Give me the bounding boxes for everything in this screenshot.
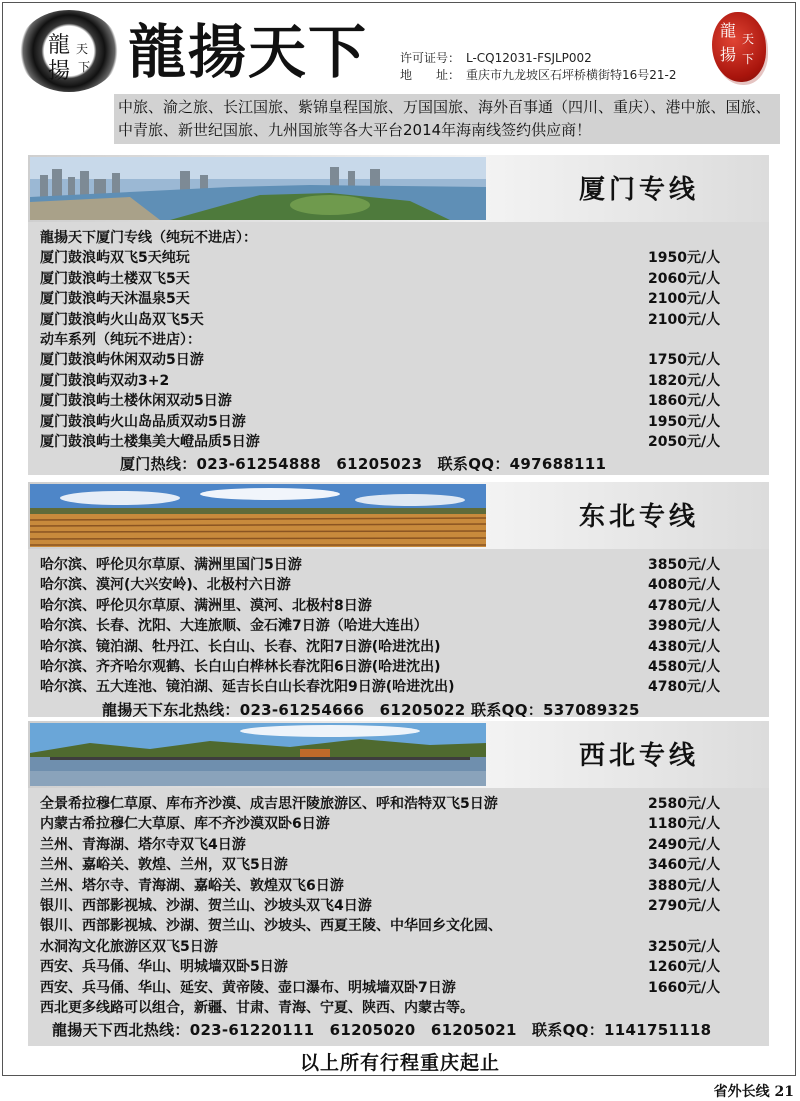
- xiamen-city-photo: [30, 157, 486, 220]
- section-northwest: [28, 721, 769, 1046]
- route-row: [40, 555, 769, 575]
- route-name: 哈尔滨、呼伦贝尔草原、满洲里、漠河、北极村8日游: [40, 597, 372, 614]
- address-label: 地 址：: [400, 68, 461, 82]
- route-row: [40, 978, 769, 998]
- route-name: 内蒙古希拉穆仁大草原、库不齐沙漠双卧6日游: [40, 816, 330, 833]
- route-name: 厦门鼓浪屿火山岛品质双动5日游: [40, 413, 246, 430]
- route-row: [40, 228, 769, 248]
- route-price: 4780元/人: [648, 597, 721, 614]
- license-number: L-CQ12031-FSJLP002: [466, 51, 592, 65]
- section-title: 东北专线: [578, 502, 699, 532]
- route-price: 1820元/人: [648, 372, 721, 389]
- route-price: 1950元/人: [648, 413, 721, 430]
- route-price: 4380元/人: [648, 638, 721, 655]
- route-price: 4780元/人: [648, 679, 721, 696]
- route-name: 西北更多线路可以组合，新疆、甘肃、青海、宁夏、陕西、内蒙古等。: [40, 999, 474, 1016]
- route-price: 1750元/人: [648, 352, 721, 369]
- logo-char: 下: [78, 60, 91, 74]
- hotline: 龍揚天下西北热线：023-61220111 61205020 61205021 联系QQ：1141751118: [52, 1021, 712, 1040]
- seal-char: 揚: [720, 45, 737, 64]
- route-row: [40, 432, 769, 452]
- route-price: 3250元/人: [648, 938, 721, 955]
- route-row: [40, 371, 769, 391]
- route-name: 哈尔滨、漠河(大兴安岭)、北极村六日游: [40, 577, 291, 594]
- route-list: [28, 549, 769, 722]
- route-row: [40, 391, 769, 411]
- route-row: [40, 289, 769, 309]
- hotline: 龍揚天下东北热线：023-61254666 61205022 联系QQ：537089325: [102, 700, 640, 719]
- route-name: 银川、西部影视城、沙湖、贺兰山、沙坡头、西夏王陵、中华回乡文化园、: [40, 918, 502, 935]
- route-row: [40, 330, 769, 350]
- route-name: 水洞沟文化旅游区双飞5日游: [40, 938, 218, 955]
- route-name: 兰州、青海湖、塔尔寺双飞4日游: [40, 836, 246, 853]
- address-value: 重庆市九龙坡区石坪桥横街特16号21-2: [466, 68, 677, 82]
- route-price: 2580元/人: [648, 796, 721, 812]
- route-row: [40, 677, 769, 697]
- route-price: 2050元/人: [648, 433, 721, 450]
- route-row: [40, 794, 769, 814]
- route-name: 厦门鼓浪屿火山岛双飞5天: [40, 311, 204, 328]
- route-row: [40, 835, 769, 855]
- route-price: 1260元/人: [648, 959, 721, 976]
- intro-text: 中旅、渝之旅、长江国旅、紫锦皇程国旅、万国国旅、海外百事通（四川、重庆）、港中旅、国旅、中青旅、新世纪国旅、九州国旅等各大平台2014年海南线签约供应商！: [114, 94, 780, 144]
- page-label: 省外长线 21: [713, 1084, 794, 1100]
- route-row: [40, 876, 769, 896]
- route-name: 哈尔滨、呼伦贝尔草原、满洲里国门5日游: [40, 557, 302, 573]
- route-name: 西安、兵马俑、华山、延安、黄帝陵、壶口瀑布、明城墙双卧7日游: [40, 979, 456, 996]
- route-name: 兰州、塔尔寺、青海湖、嘉峪关、敦煌双飞6日游: [40, 877, 344, 894]
- route-name: 厦门鼓浪屿休闲双动5日游: [40, 352, 204, 369]
- route-price: 2060元/人: [648, 270, 721, 287]
- route-row: [40, 310, 769, 330]
- section-northeast: [28, 482, 769, 717]
- route-row: [40, 616, 769, 636]
- route-name: 哈尔滨、五大连池、镜泊湖、延吉长白山长春沈阳9日游(哈进沈出): [40, 679, 455, 696]
- route-price: 3460元/人: [648, 857, 721, 874]
- route-name: 厦门鼓浪屿天沐温泉5天: [40, 291, 190, 308]
- route-row: [40, 657, 769, 677]
- route-list: [28, 222, 769, 476]
- route-row: [40, 269, 769, 289]
- red-seal-stamp: [712, 12, 766, 82]
- route-row: [40, 855, 769, 875]
- route-price: 2490元/人: [648, 836, 721, 853]
- route-price: 2100元/人: [648, 311, 721, 328]
- route-price: 2100元/人: [648, 291, 721, 308]
- route-price: 4580元/人: [648, 658, 721, 675]
- section-banner: [28, 155, 769, 222]
- route-price: 1660元/人: [648, 979, 721, 996]
- route-price: 3980元/人: [648, 618, 721, 635]
- route-name: 厦门鼓浪屿土楼集美大嶝品质5日游: [40, 433, 260, 450]
- northwest-lake-photo: [30, 723, 486, 786]
- route-name: 龍揚天下厦门专线（纯玩不进店）：: [40, 230, 257, 246]
- logo-char: 揚: [48, 59, 71, 84]
- route-row: [40, 896, 769, 916]
- route-row: [40, 637, 769, 657]
- logo-char: 龍: [48, 33, 71, 58]
- section-banner: [28, 721, 769, 788]
- section-title: 厦门专线: [578, 175, 699, 205]
- logo-emblem: [18, 10, 120, 92]
- route-name: 动车系列（纯玩不进店）：: [40, 331, 201, 348]
- route-name: 哈尔滨、镜泊湖、牡丹江、长白山、长春、沈阳7日游(哈进沈出): [40, 638, 441, 655]
- section-title: 西北专线: [578, 741, 699, 771]
- route-row: [40, 412, 769, 432]
- seal-char: 天: [742, 32, 755, 46]
- brand-title: 龍揚天下: [128, 18, 369, 86]
- route-name: 银川、西部影视城、沙湖、贺兰山、沙坡头双飞4日游: [40, 897, 372, 914]
- route-row: [40, 814, 769, 834]
- northeast-field-photo: [30, 484, 486, 547]
- route-name: 全景希拉穆仁草原、库布齐沙漠、成吉思汗陵旅游区、呼和浩特双飞5日游: [40, 796, 498, 812]
- route-price: 3850元/人: [648, 557, 721, 573]
- route-price: 1860元/人: [648, 393, 721, 410]
- section-xiamen: [28, 155, 769, 475]
- route-name: 兰州、嘉峪关、敦煌、兰州，双飞5日游: [40, 857, 288, 874]
- logo-char: 天: [76, 42, 89, 56]
- route-row: [40, 575, 769, 595]
- route-name: 西安、兵马俑、华山、明城墙双卧5日游: [40, 959, 288, 976]
- route-price: 4080元/人: [648, 577, 721, 594]
- hotline: 厦门热线：023-61254888 61205023 联系QQ：497688111: [120, 455, 607, 474]
- route-list: [28, 788, 769, 1042]
- route-price: 1180元/人: [648, 816, 721, 833]
- route-name: 哈尔滨、长春、沈阳、大连旅顺、金石滩7日游（哈进大连出）: [40, 618, 428, 635]
- footer-note: 以上所有行程重庆起止: [299, 1052, 500, 1074]
- route-row: [40, 957, 769, 977]
- route-row: [40, 596, 769, 616]
- route-price: 2790元/人: [648, 897, 721, 914]
- route-row: [40, 248, 769, 268]
- route-row: [40, 350, 769, 370]
- seal-char: 下: [742, 52, 755, 66]
- route-name: 厦门鼓浪屿土楼双飞5天: [40, 270, 190, 287]
- route-row: [40, 916, 769, 936]
- route-name: 厦门鼓浪屿双飞5天纯玩: [40, 250, 190, 267]
- route-name: 厦门鼓浪屿双动3+2: [40, 372, 170, 389]
- route-row: [40, 937, 769, 957]
- seal-char: 龍: [720, 21, 737, 40]
- route-name: 厦门鼓浪屿土楼休闲双动5日游: [40, 393, 232, 410]
- route-row: [40, 998, 769, 1018]
- route-price: 3880元/人: [648, 877, 721, 894]
- license-block: [400, 50, 677, 84]
- license-label: 许可证号：: [400, 51, 461, 65]
- section-banner: [28, 482, 769, 549]
- route-price: 1950元/人: [648, 250, 721, 267]
- route-name: 哈尔滨、齐齐哈尔观鹤、长白山白桦林长春沈阳6日游(哈进沈出): [40, 658, 441, 675]
